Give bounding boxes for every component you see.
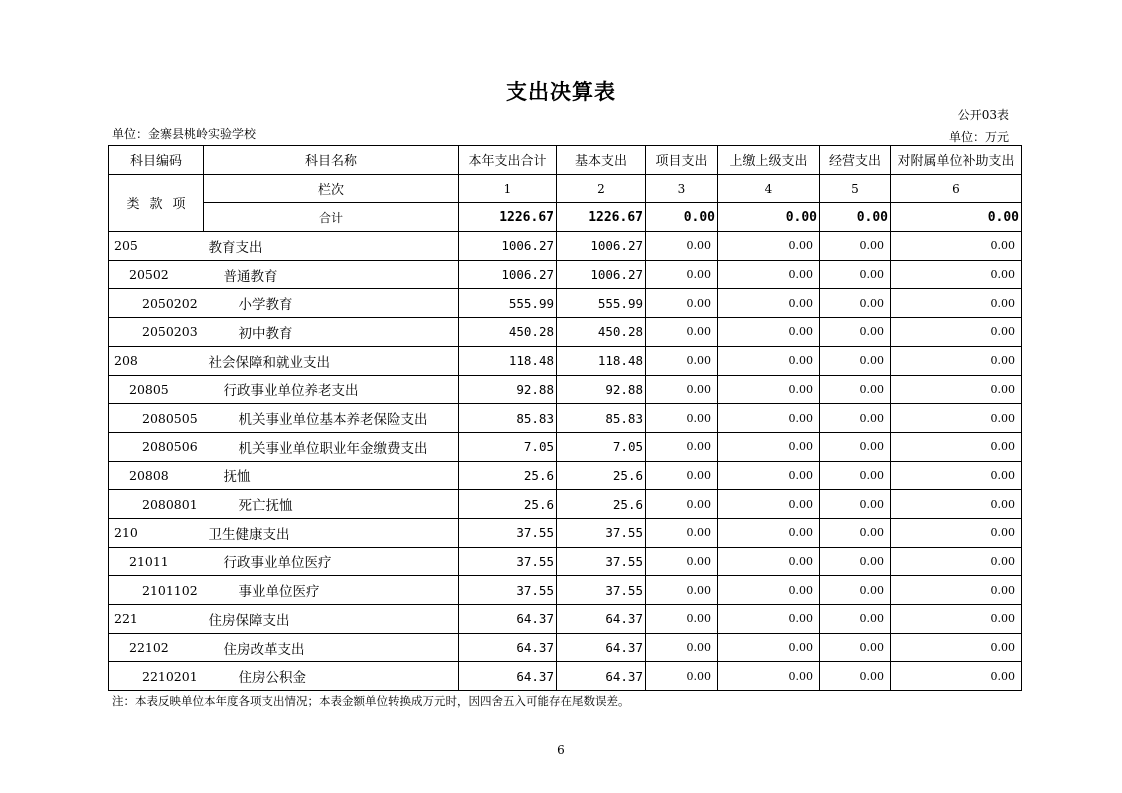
subject-name: 事业单位医疗 xyxy=(204,576,459,605)
expenditure-table xyxy=(108,145,1022,691)
amount-cell: 7.05 xyxy=(459,432,557,461)
zero-amount-cell: 0.00 xyxy=(646,232,718,261)
zero-amount-cell: 0.00 xyxy=(820,318,891,347)
zero-amount-cell: 0.00 xyxy=(891,547,1022,576)
zero-amount-cell: 0.00 xyxy=(718,576,820,605)
zero-amount-cell: 0.00 xyxy=(820,404,891,433)
amount-cell: 118.48 xyxy=(557,346,646,375)
header-upper: 上缴上级支出 xyxy=(718,146,820,175)
zero-amount-cell: 0.00 xyxy=(646,289,718,318)
amount-cell: 37.55 xyxy=(459,576,557,605)
zero-amount-cell: 0.00 xyxy=(820,461,891,490)
zero-amount-cell: 0.00 xyxy=(820,576,891,605)
header-business: 经营支出 xyxy=(820,146,891,175)
column-number-row xyxy=(109,174,1022,203)
column-number: 5 xyxy=(820,174,891,203)
zero-amount-cell: 0.00 xyxy=(718,490,820,519)
kuan-label: 款 xyxy=(149,197,163,213)
amount-cell: 555.99 xyxy=(557,289,646,318)
subject-code: 20805 xyxy=(109,375,204,404)
zero-amount-cell: 0.00 xyxy=(646,318,718,347)
subject-code: 22102 xyxy=(109,633,204,662)
zero-amount-cell: 0.00 xyxy=(820,375,891,404)
amount-cell: 64.37 xyxy=(459,662,557,691)
subject-code: 2101102 xyxy=(109,576,204,605)
subject-name: 卫生健康支出 xyxy=(204,518,459,547)
total-value: 1226.67 xyxy=(557,203,646,232)
zero-amount-cell: 0.00 xyxy=(718,346,820,375)
subject-name: 社会保障和就业支出 xyxy=(204,346,459,375)
zero-amount-cell: 0.00 xyxy=(891,289,1022,318)
table-row xyxy=(109,404,1022,433)
amount-cell: 450.28 xyxy=(459,318,557,347)
subject-name: 机关事业单位基本养老保险支出 xyxy=(204,404,459,433)
zero-amount-cell: 0.00 xyxy=(646,404,718,433)
zero-amount-cell: 0.00 xyxy=(891,518,1022,547)
zero-amount-cell: 0.00 xyxy=(718,232,820,261)
subject-code: 221 xyxy=(109,605,204,634)
zero-amount-cell: 0.00 xyxy=(646,576,718,605)
total-value: 0.00 xyxy=(718,203,820,232)
zero-amount-cell: 0.00 xyxy=(891,375,1022,404)
column-number: 1 xyxy=(459,174,557,203)
total-value: 0.00 xyxy=(820,203,891,232)
amount-cell: 25.6 xyxy=(557,490,646,519)
zero-amount-cell: 0.00 xyxy=(820,605,891,634)
amount-cell: 64.37 xyxy=(459,633,557,662)
table-row xyxy=(109,547,1022,576)
column-number: 3 xyxy=(646,174,718,203)
table-row xyxy=(109,289,1022,318)
zero-amount-cell: 0.00 xyxy=(718,375,820,404)
header-basic: 基本支出 xyxy=(557,146,646,175)
amount-cell: 37.55 xyxy=(459,547,557,576)
header-project: 项目支出 xyxy=(646,146,718,175)
zero-amount-cell: 0.00 xyxy=(718,633,820,662)
zero-amount-cell: 0.00 xyxy=(718,404,820,433)
subject-name: 机关事业单位职业年金缴费支出 xyxy=(204,432,459,461)
zero-amount-cell: 0.00 xyxy=(646,662,718,691)
zero-amount-cell: 0.00 xyxy=(891,432,1022,461)
subject-code: 2050202 xyxy=(109,289,204,318)
header-row xyxy=(109,146,1022,175)
form-number: 公开03表 xyxy=(957,108,1009,122)
amount-cell: 92.88 xyxy=(459,375,557,404)
amount-cell: 64.37 xyxy=(459,605,557,634)
zero-amount-cell: 0.00 xyxy=(820,490,891,519)
total-row xyxy=(109,203,1022,232)
total-value: 0.00 xyxy=(646,203,718,232)
report-title: 支出决算表 xyxy=(506,80,616,104)
amount-cell: 85.83 xyxy=(557,404,646,433)
subject-code: 2080506 xyxy=(109,432,204,461)
subject-name: 住房公积金 xyxy=(204,662,459,691)
subject-code: 21011 xyxy=(109,547,204,576)
subject-name: 行政事业单位养老支出 xyxy=(204,375,459,404)
amount-cell: 64.37 xyxy=(557,633,646,662)
amount-cell: 64.37 xyxy=(557,662,646,691)
zero-amount-cell: 0.00 xyxy=(820,518,891,547)
zero-amount-cell: 0.00 xyxy=(646,260,718,289)
zero-amount-cell: 0.00 xyxy=(718,289,820,318)
amount-cell: 37.55 xyxy=(459,518,557,547)
table-row xyxy=(109,633,1022,662)
subject-code: 2050203 xyxy=(109,318,204,347)
table-row xyxy=(109,375,1022,404)
zero-amount-cell: 0.00 xyxy=(891,346,1022,375)
subject-code: 2210201 xyxy=(109,662,204,691)
zero-amount-cell: 0.00 xyxy=(646,633,718,662)
code-subheader xyxy=(109,174,204,231)
zero-amount-cell: 0.00 xyxy=(718,260,820,289)
subject-code: 208 xyxy=(109,346,204,375)
subject-code: 20502 xyxy=(109,260,204,289)
amount-cell: 118.48 xyxy=(459,346,557,375)
zero-amount-cell: 0.00 xyxy=(646,490,718,519)
zero-amount-cell: 0.00 xyxy=(891,605,1022,634)
amount-cell: 25.6 xyxy=(459,461,557,490)
zero-amount-cell: 0.00 xyxy=(820,346,891,375)
zero-amount-cell: 0.00 xyxy=(646,375,718,404)
table-row xyxy=(109,432,1022,461)
amount-cell: 25.6 xyxy=(557,461,646,490)
subject-code: 2080801 xyxy=(109,490,204,519)
column-number: 2 xyxy=(557,174,646,203)
zero-amount-cell: 0.00 xyxy=(891,662,1022,691)
table-row xyxy=(109,576,1022,605)
zero-amount-cell: 0.00 xyxy=(646,461,718,490)
subject-code: 205 xyxy=(109,232,204,261)
subject-name: 住房保障支出 xyxy=(204,605,459,634)
subject-code: 20808 xyxy=(109,461,204,490)
zero-amount-cell: 0.00 xyxy=(891,633,1022,662)
currency-unit-label: 单位：万元 xyxy=(948,130,1009,144)
zero-amount-cell: 0.00 xyxy=(646,346,718,375)
zero-amount-cell: 0.00 xyxy=(646,518,718,547)
organization-label: 单位：金寨县桃岭实验学校 xyxy=(112,127,257,141)
amount-cell: 92.88 xyxy=(557,375,646,404)
subject-name: 初中教育 xyxy=(204,318,459,347)
table-row xyxy=(109,518,1022,547)
zero-amount-cell: 0.00 xyxy=(891,490,1022,519)
amount-cell: 1006.27 xyxy=(459,260,557,289)
table-row xyxy=(109,318,1022,347)
subject-code: 2080505 xyxy=(109,404,204,433)
subject-name: 小学教育 xyxy=(204,289,459,318)
zero-amount-cell: 0.00 xyxy=(820,547,891,576)
total-value: 0.00 xyxy=(891,203,1022,232)
amount-cell: 450.28 xyxy=(557,318,646,347)
zero-amount-cell: 0.00 xyxy=(891,576,1022,605)
lei-label: 类 xyxy=(126,197,140,213)
zero-amount-cell: 0.00 xyxy=(820,260,891,289)
subject-name: 住房改革支出 xyxy=(204,633,459,662)
amount-cell: 37.55 xyxy=(557,518,646,547)
table-row xyxy=(109,346,1022,375)
header-name: 科目名称 xyxy=(204,146,459,175)
total-value: 1226.67 xyxy=(459,203,557,232)
subject-name: 死亡抚恤 xyxy=(204,490,459,519)
zero-amount-cell: 0.00 xyxy=(646,432,718,461)
zero-amount-cell: 0.00 xyxy=(718,662,820,691)
page-number: 6 xyxy=(557,743,565,757)
zero-amount-cell: 0.00 xyxy=(718,432,820,461)
zero-amount-cell: 0.00 xyxy=(820,232,891,261)
total-label: 合计 xyxy=(204,203,459,232)
lanci-label: 栏次 xyxy=(204,174,459,203)
zero-amount-cell: 0.00 xyxy=(646,547,718,576)
amount-cell: 555.99 xyxy=(459,289,557,318)
header-total: 本年支出合计 xyxy=(459,146,557,175)
amount-cell: 7.05 xyxy=(557,432,646,461)
table-row xyxy=(109,662,1022,691)
zero-amount-cell: 0.00 xyxy=(718,605,820,634)
zero-amount-cell: 0.00 xyxy=(718,318,820,347)
table-row xyxy=(109,232,1022,261)
amount-cell: 64.37 xyxy=(557,605,646,634)
zero-amount-cell: 0.00 xyxy=(820,289,891,318)
zero-amount-cell: 0.00 xyxy=(820,432,891,461)
amount-cell: 1006.27 xyxy=(557,232,646,261)
zero-amount-cell: 0.00 xyxy=(646,605,718,634)
subject-name: 抚恤 xyxy=(204,461,459,490)
header-code: 科目编码 xyxy=(109,146,204,175)
table-row xyxy=(109,260,1022,289)
table-row xyxy=(109,605,1022,634)
zero-amount-cell: 0.00 xyxy=(718,518,820,547)
amount-cell: 1006.27 xyxy=(459,232,557,261)
zero-amount-cell: 0.00 xyxy=(718,461,820,490)
column-number: 6 xyxy=(891,174,1022,203)
subject-code: 210 xyxy=(109,518,204,547)
table-row xyxy=(109,490,1022,519)
zero-amount-cell: 0.00 xyxy=(891,318,1022,347)
amount-cell: 1006.27 xyxy=(557,260,646,289)
header-subsidy: 对附属单位补助支出 xyxy=(891,146,1022,175)
amount-cell: 25.6 xyxy=(459,490,557,519)
subject-name: 普通教育 xyxy=(204,260,459,289)
amount-cell: 37.55 xyxy=(557,576,646,605)
subject-name: 教育支出 xyxy=(204,232,459,261)
table-row xyxy=(109,461,1022,490)
amount-cell: 37.55 xyxy=(557,547,646,576)
footnote: 注：本表反映单位本年度各项支出情况；本表金额单位转换成万元时，因四舍五入可能存在尾数误差。 xyxy=(112,694,630,708)
subject-name: 行政事业单位医疗 xyxy=(204,547,459,576)
zero-amount-cell: 0.00 xyxy=(718,547,820,576)
column-number: 4 xyxy=(718,174,820,203)
zero-amount-cell: 0.00 xyxy=(820,633,891,662)
zero-amount-cell: 0.00 xyxy=(820,662,891,691)
amount-cell: 85.83 xyxy=(459,404,557,433)
zero-amount-cell: 0.00 xyxy=(891,260,1022,289)
xiang-label: 项 xyxy=(172,197,186,213)
zero-amount-cell: 0.00 xyxy=(891,232,1022,261)
zero-amount-cell: 0.00 xyxy=(891,404,1022,433)
zero-amount-cell: 0.00 xyxy=(891,461,1022,490)
